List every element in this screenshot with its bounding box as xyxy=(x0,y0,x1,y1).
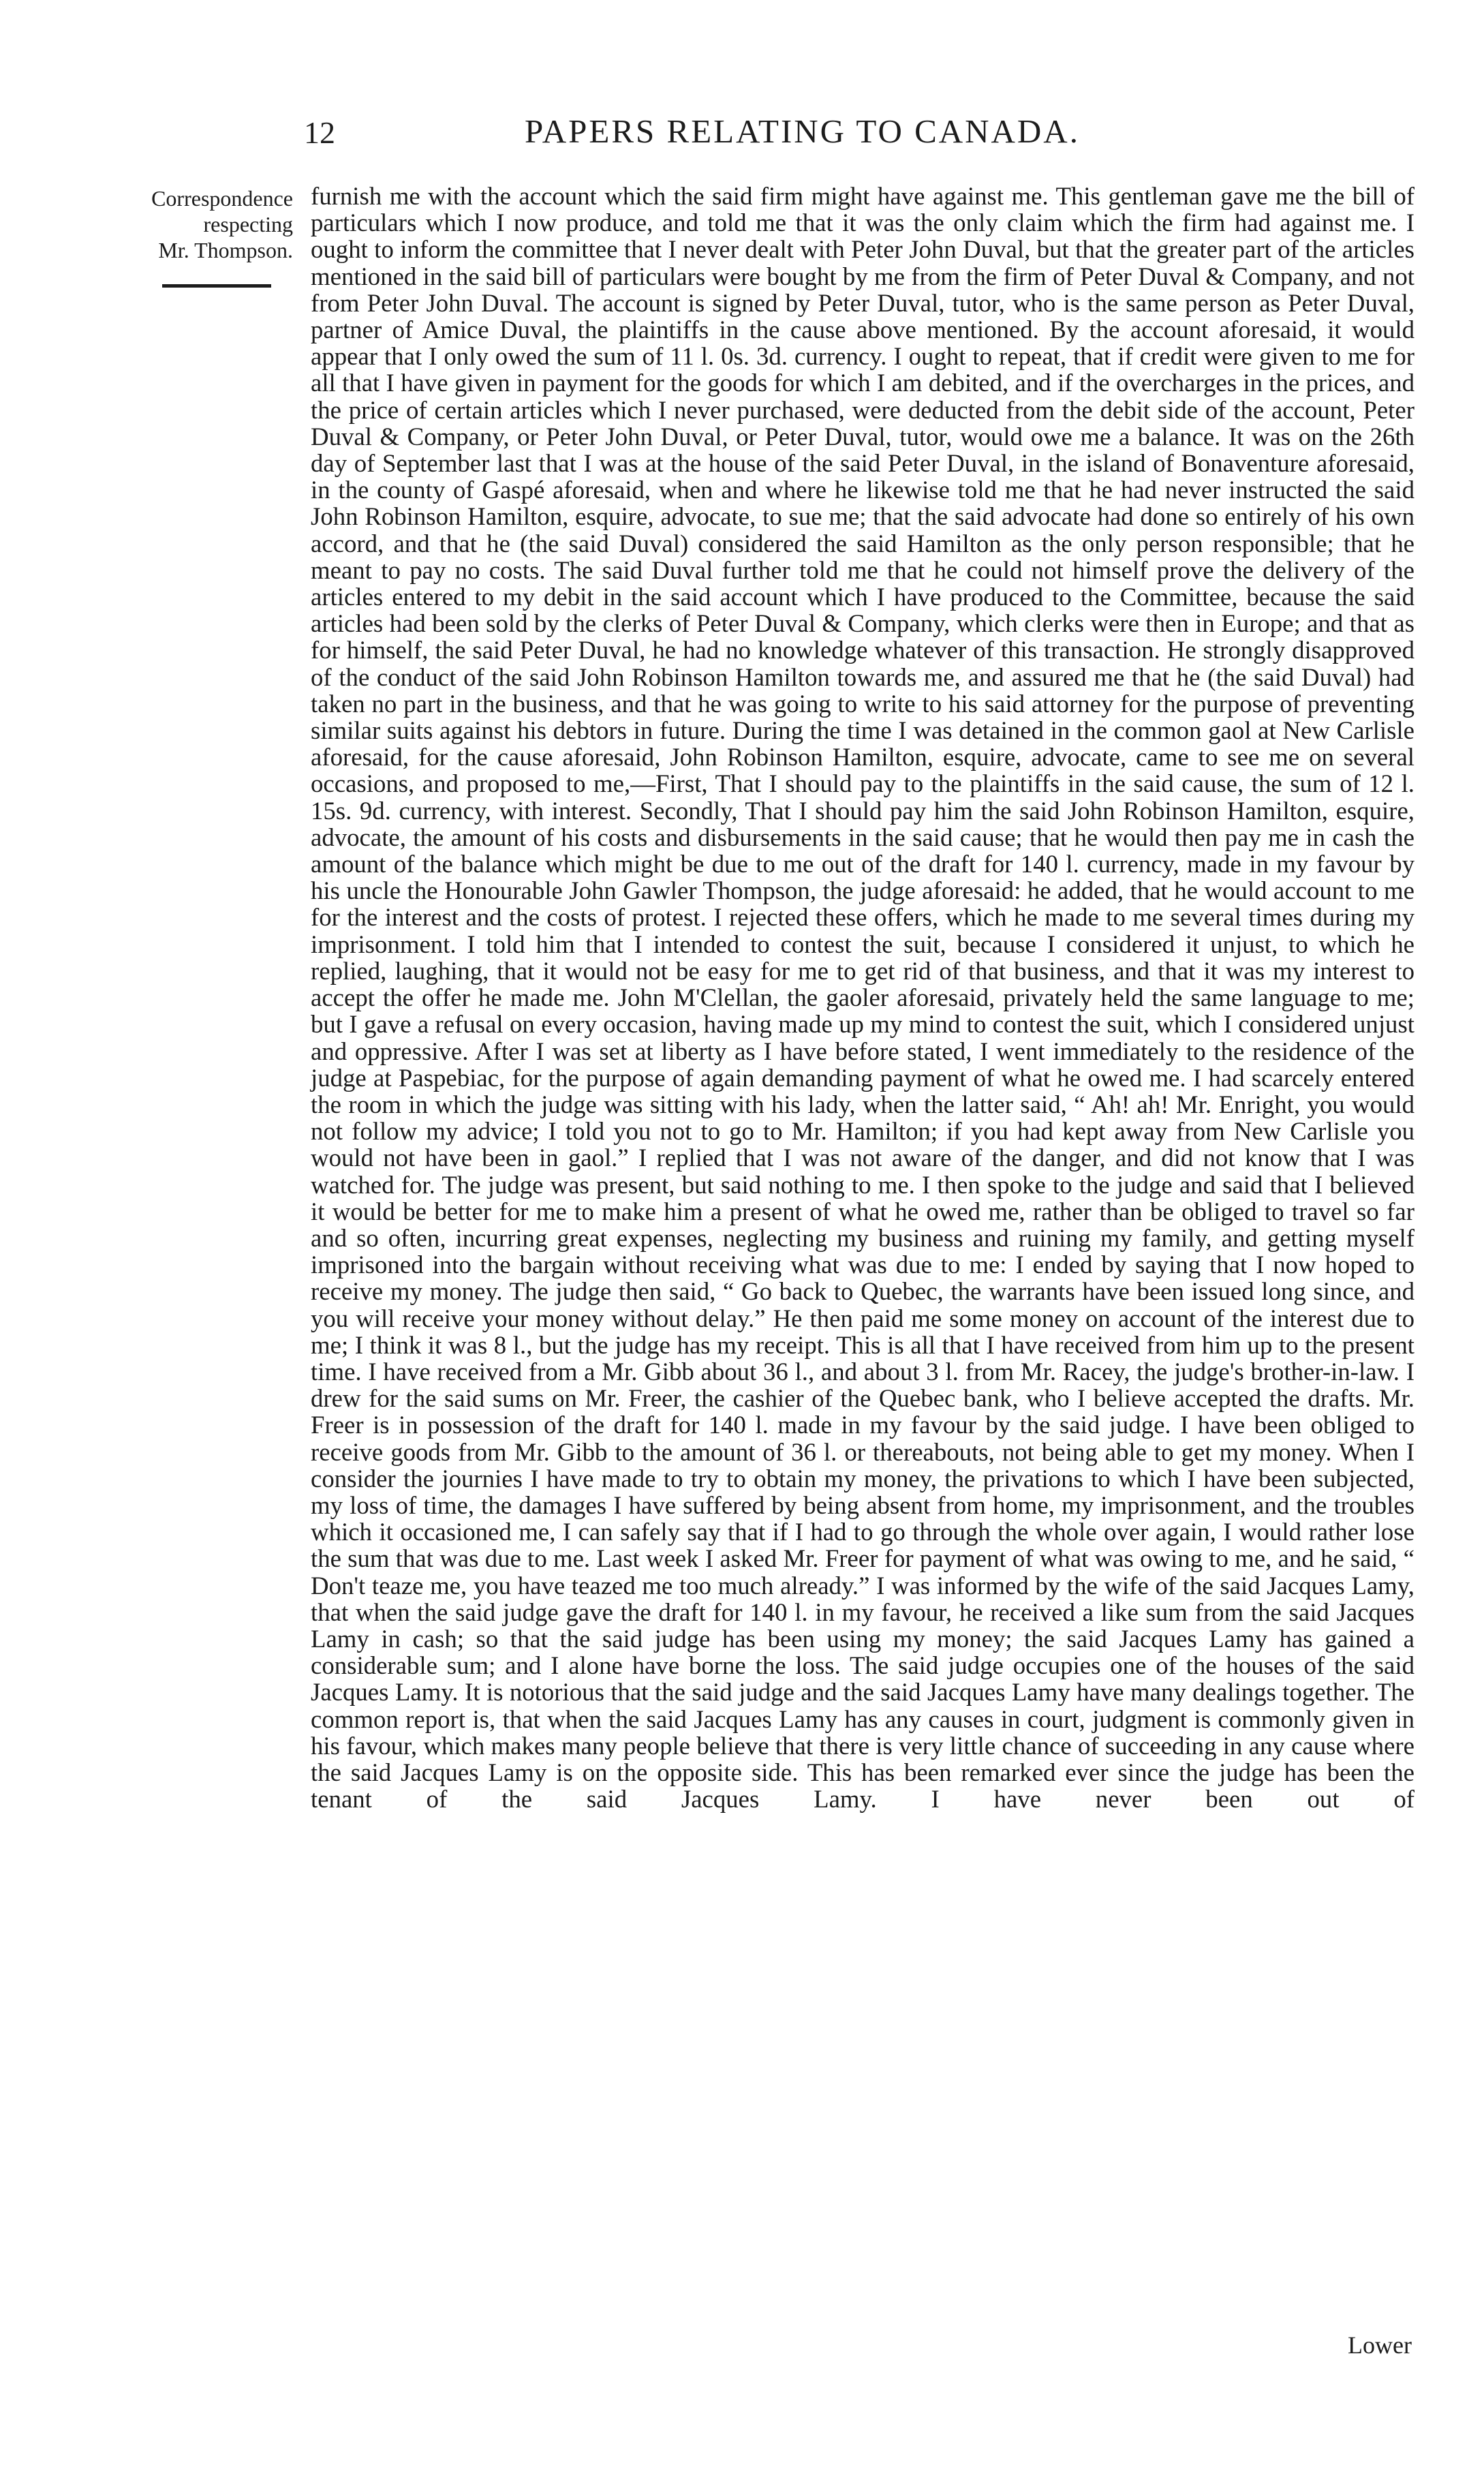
body-paragraph: furnish me with the account which the said firm might have against me. This gentleman gave me the bill of particulars which I now produce, and told me that it was the only claim which the firm had against me. I ought to inform the committee that I never dealt with Peter John Duval, but that the greater part of the articles mentioned in the said bill of particulars were bought by me from the firm of Peter Duval & Company, and not from Peter John Duval. The account is signed by Peter Duval, tutor, who is the same person as Peter Duval, partner of Amice Duval, the plaintiffs in the cause above mentioned. By the account aforesaid, it would appear that I only owed the sum of 11 l. 0s. 3d. currency. I ought to repeat, that if credit were given to me for all that I have given in payment for the goods for which I am debited, and if the overcharges in the prices, and the price of certain articles which I never purchased, were deducted from the debit side of the account, Peter Duval & Company, or Peter John Duval, or Peter Duval, tutor, would owe me a balance. It was on the 26th day of September last that I was at the house of the said Peter Duval, in the island of Bonaventure aforesaid, in the county of Gaspé aforesaid, when and where he likewise told me that he had never instructed the said John Robinson Hamilton, esquire, advocate, to sue me; that the said advocate had done so entirely of his own accord, and that he (the said Duval) considered the said Hamilton as the only person responsible; that he meant to pay no costs. The said Duval further told me that he could not himself prove the delivery of the articles entered to my debit in the said account which I have produced to the Committee, because the said articles had been sold by the clerks of Peter Duval & Company, which clerks were then in Europe; and that as for himself, the said Peter Duval, he had no knowledge whatever of this transaction. He strongly disapproved of the conduct of the said John Robinson Hamilton towards me, and assured me that he (the said Duval) had taken no part in the business, and that he was going to write to his said attorney for the purpose of preventing similar suits against his debtors in future. During the time I was detained in the common gaol at New Carlisle aforesaid, for the cause aforesaid, John Robinson Hamilton, esquire, advocate, came to see me on several occasions, and proposed to me,—First, That I should pay to the plaintiffs in the said cause, the sum of 12 l. 15s. 9d. currency, with interest. Secondly, That I should pay him the said John Robinson Hamilton, esquire, advocate, the amount of his costs and disbursements in the said cause; that he would then pay me in cash the amount of the balance which might be due to me out of the draft for 140 l. currency, made in my favour by his uncle the Honourable John Gawler Thompson, the judge aforesaid: he added, that he would account to me for the interest and the costs of protest. I rejected these offers, which he made to me several times during my imprisonment. I told him that I intended to contest the suit, because I considered it unjust, to which he replied, laughing, that it would not be easy for me to get rid of that business, and that it was my interest to accept the offer he made me. John M'Clellan, the gaoler aforesaid, privately held the same language to me; but I gave a refusal on every occasion, having made up my mind to contest the suit, which I considered unjust and oppressive. After I was set at liberty as I have before stated, I went immediately to the residence of the judge at Paspebiac, for the purpose of again demanding payment of what he owed me. I had scarcely entered the room in which the judge was sitting with his lady, when the latter said, “ Ah! ah! Mr. Enright, you would not follow my advice; I told you not to go to Mr. Hamilton; if you had kept away from New Carlisle you would not have been in gaol.” I replied that I was not aware of the danger, and did not know that I was watched for. The judge was present, but said nothing to me. I then spoke to the judge and said that I believed it would be better for me to make him a present of what he owed me, rather than be obliged to travel so far and so often, incurring great expenses, neglecting my business and ruining my family, and getting myself imprisoned into the bargain without receiving what was due to me: I ended by saying that I now hoped to receive my money. The judge then said, “ Go back to Quebec, the warrants have been issued long since, and you will receive your money without delay.” He then paid me some money on account of the interest due to me; I think it was 8 l., but the judge has my receipt. This is all that I have received from him up to the present time. I have received from a Mr. Gibb about 36 l., and about 3 l. from Mr. Racey, the judge's brother-in-law. I drew for the said sums on Mr. Freer, the cashier of the Quebec bank, who I believe accepted the drafts. Mr. Freer is in possession of the draft for 140 l. made in my favour by the said judge. I have been obliged to receive goods from Mr. Gibb to the amount of 36 l. or thereabouts, not being able to get my money. When I consider the journies I have made to try to obtain my money, the privations to which I have been subjected, my loss of time, the damages I have suffered by being absent from home, my imprisonment, and the troubles which it occasioned me, I can safely say that if I had to go through the whole over again, I would rather lose the sum that was due to me. Last week I asked Mr. Freer for payment of what was owing to me, and he said, “ Don't teaze me, you have teazed me too much already.” I was informed by the wife of the said Jacques Lamy, that when the said judge gave the draft for 140 l. in my favour, he received a like sum from the said Jacques Lamy in cash; so that the said judge has been using my money; the said Jacques Lamy has gained a considerable sum; and I alone have borne the loss. The said judge occupies one of the houses of the said Jacques Lamy. It is notorious that the said judge and the said Jacques Lamy have many dealings together. The common report is, that when the said Jacques Lamy has any causes in court, judgment is commonly given in his favour, which makes many people believe that there is very little chance of succeeding in any cause where the said Jacques Lamy is on the opposite side. This has been remarked ever since the judge has been the tenant of the said Jacques Lamy. I have never been out of xyxy=(311,182,1415,1814)
page-number: 12 xyxy=(304,115,335,150)
side-note-line: respecting xyxy=(203,212,293,236)
side-note-line: Correspondence xyxy=(151,186,293,211)
side-note xyxy=(109,185,293,263)
catchword: Lower xyxy=(1348,2331,1412,2359)
running-title: PAPERS RELATING TO CANADA. xyxy=(525,112,1080,150)
body-text xyxy=(311,183,1415,1812)
side-note-line: Mr. Thompson. xyxy=(158,238,293,262)
side-note-rule xyxy=(162,284,271,288)
